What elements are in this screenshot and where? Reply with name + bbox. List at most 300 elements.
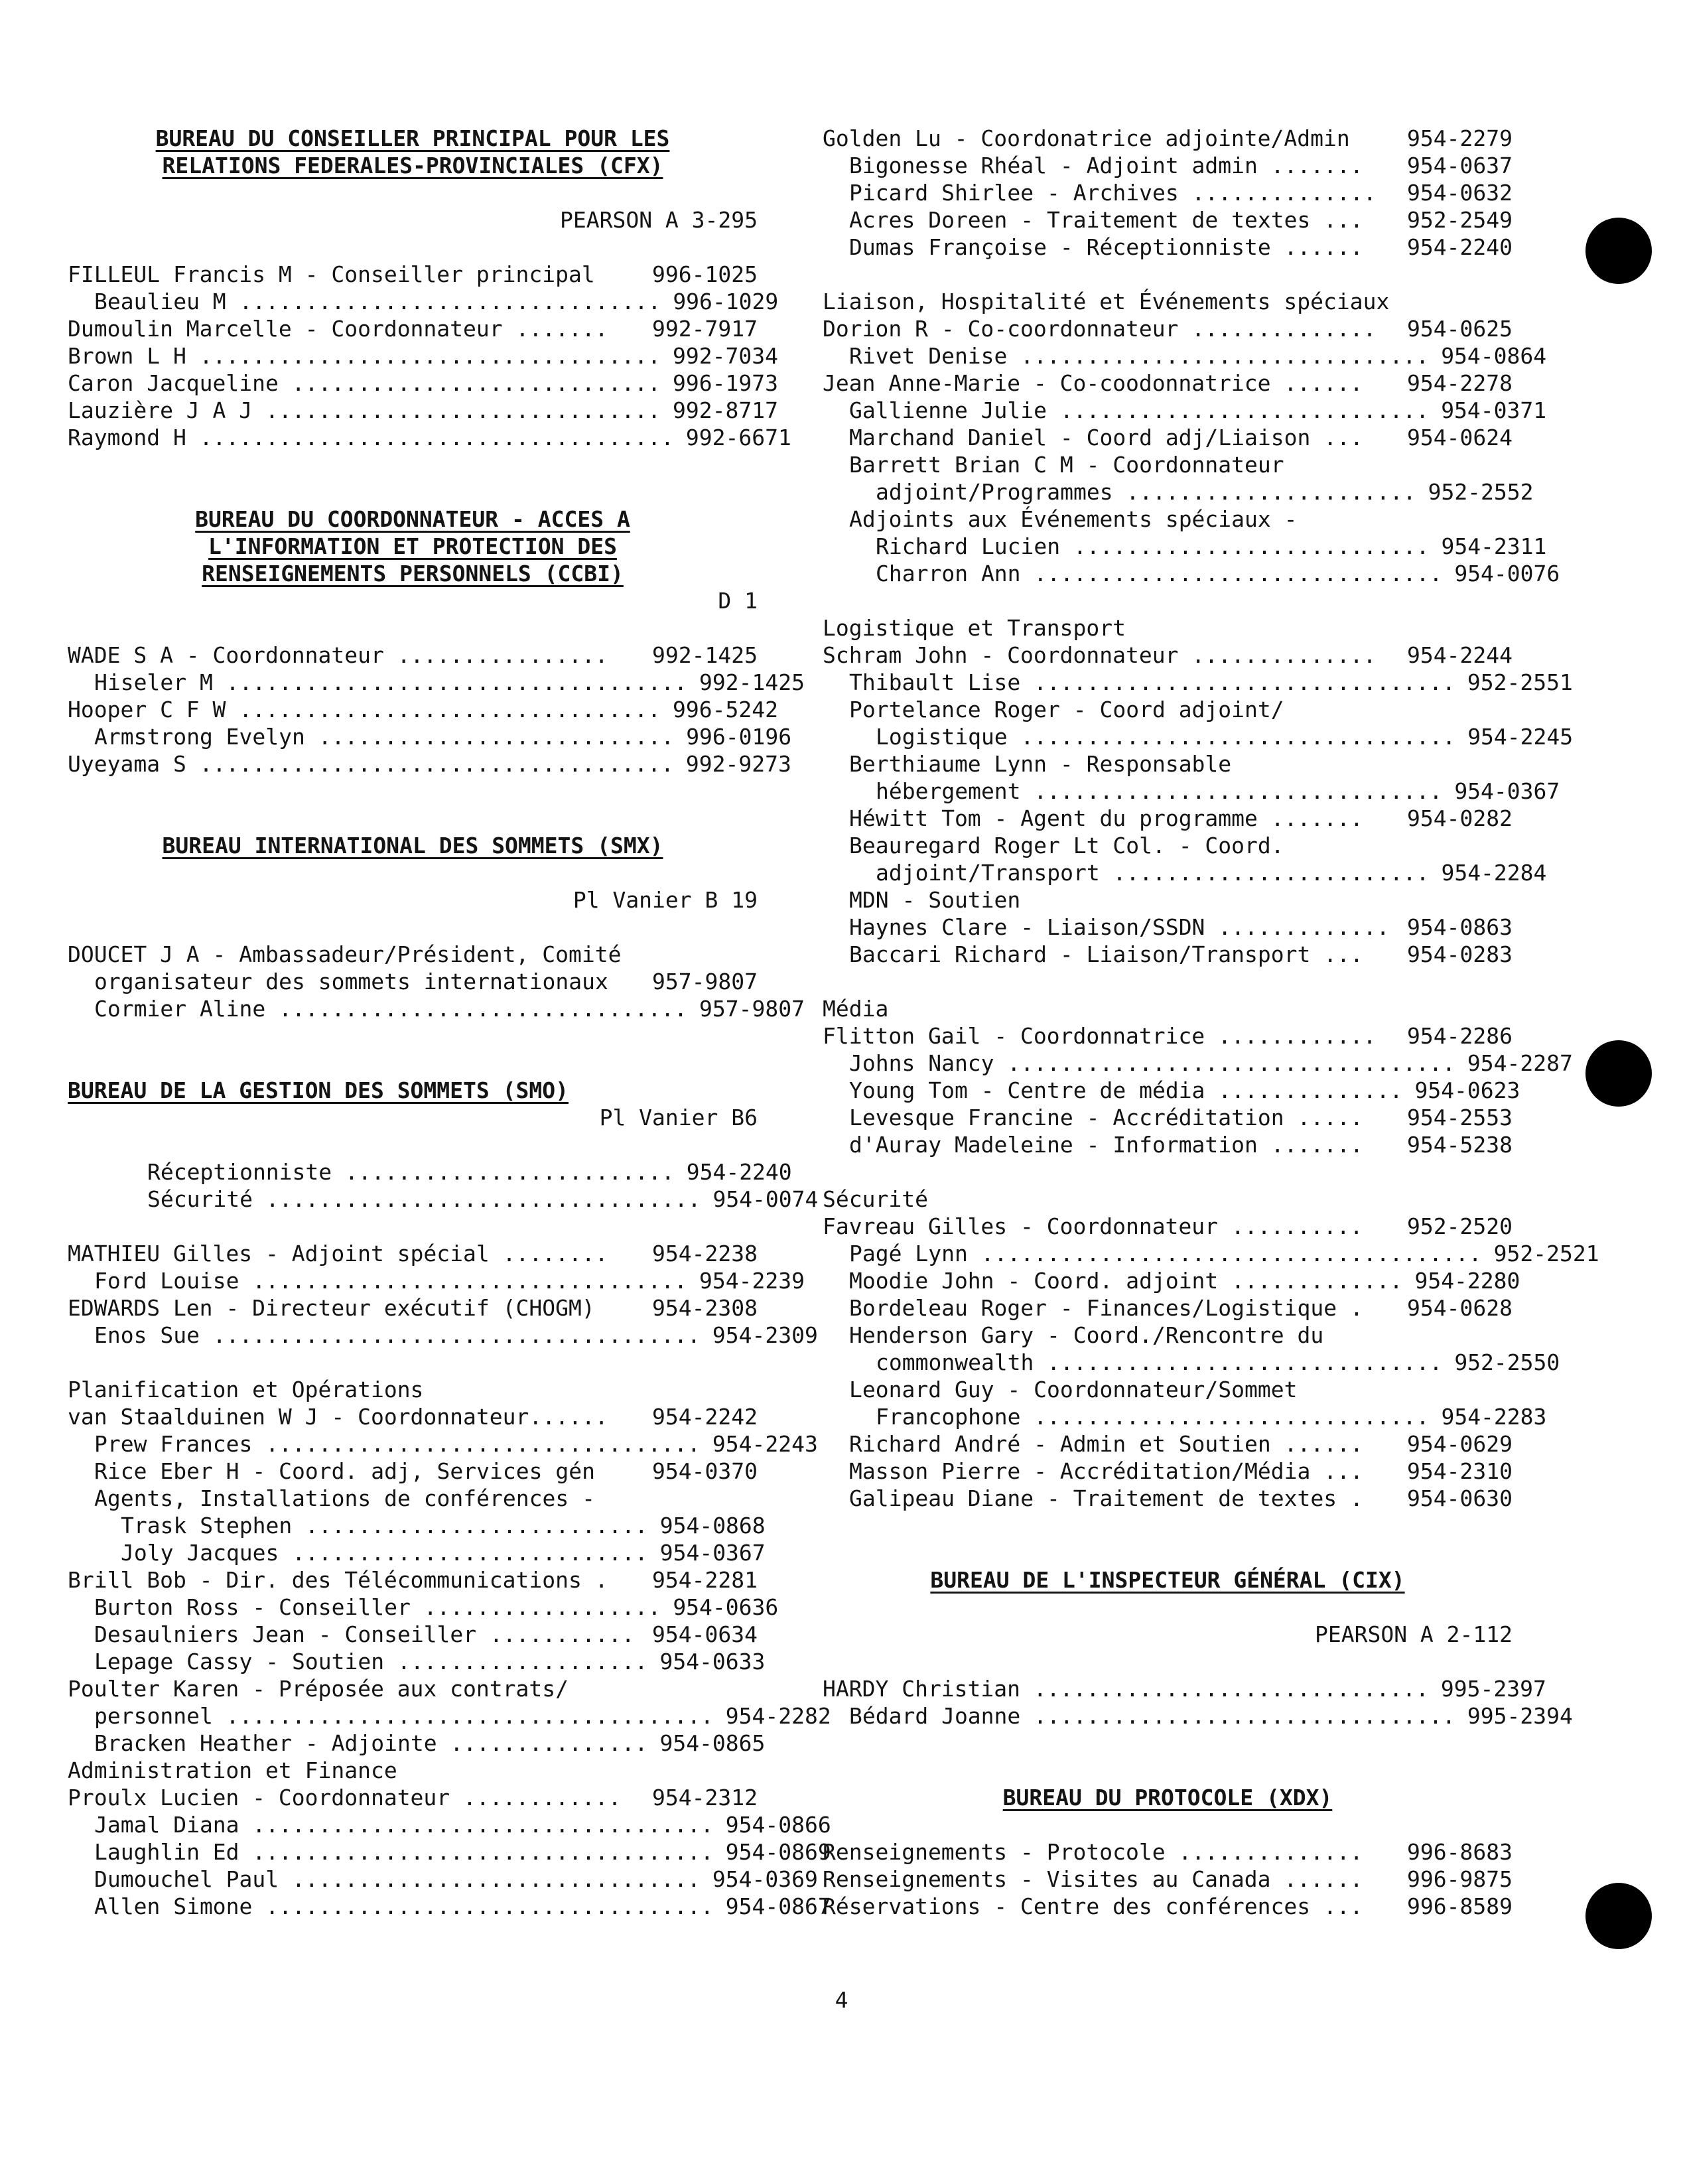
blank-line (823, 1512, 1513, 1539)
entry-name: DOUCET J A - Ambassadeur/Président, Comité (68, 941, 622, 967)
entry-phone: 954-2286 (1407, 1023, 1513, 1049)
blank-line (823, 1730, 1513, 1757)
blank-line (823, 261, 1513, 288)
entry-phone: 957-9807 (699, 996, 805, 1022)
entry-name: Gallienne Julie ............................ (849, 397, 1430, 423)
directory-entry (68, 370, 778, 397)
section-heading-text: BUREAU DE L'INSPECTEUR GÉNÉRAL (CIX) (930, 1567, 1405, 1593)
directory-entry (823, 859, 1547, 886)
entry-name: Desaulniers Jean - Conseiller ........... (94, 1621, 635, 1647)
directory-entry (68, 941, 758, 968)
subsection-label: Logistique et Transport (823, 615, 1126, 641)
right-column (823, 125, 1599, 1920)
entry-phone: 954-2242 (652, 1404, 758, 1430)
blank-line (68, 1213, 758, 1240)
entry-name: Trask Stephen .......................... (121, 1513, 648, 1538)
entry-name: Poulter Karen - Préposée aux contrats/ (68, 1676, 569, 1702)
entry-name: Rivet Denise ............................... (849, 343, 1430, 369)
directory-entry (68, 1838, 831, 1866)
entry-name: Ford Louise ................................. (94, 1268, 688, 1294)
directory-entry (68, 995, 805, 1022)
blank-line (68, 234, 758, 261)
entry-name: Portelance Roger - Coord adjoint/ (849, 697, 1284, 722)
entry-name: Héwitt Tom - Agent du programme ....... (849, 805, 1363, 831)
directory-entry (68, 642, 758, 669)
entry-name: Leonard Guy - Coordonnateur/Sommet (849, 1377, 1298, 1402)
entry-phone: 992-6671 (685, 425, 791, 450)
directory-entry (823, 315, 1513, 342)
entry-phone: 954-0371 (1441, 397, 1547, 423)
directory-entry (823, 451, 1513, 478)
entry-phone: 954-2309 (712, 1322, 818, 1348)
directory-entry (68, 968, 758, 995)
entry-phone: 954-2311 (1441, 533, 1547, 559)
directory-entry (823, 1675, 1546, 1702)
entry-phone: 954-0282 (1407, 805, 1513, 831)
entry-name: Golden Lu - Coordonatrice adjointe/Admin (823, 125, 1350, 151)
punch-hole (1585, 218, 1652, 284)
entry-phone: 954-0865 (659, 1730, 766, 1756)
directory-entry (68, 1403, 758, 1430)
entry-phone: 952-2552 (1428, 479, 1534, 505)
entry-phone: 952-2550 (1454, 1349, 1560, 1375)
entry-phone: 954-0864 (1441, 343, 1547, 369)
blank-line (823, 1594, 1513, 1621)
blank-line (823, 1648, 1513, 1675)
directory-entry (68, 1294, 758, 1322)
section-heading (68, 125, 758, 152)
blank-line (68, 179, 758, 206)
entry-name: organisateur des sommets internationaux (94, 969, 608, 994)
directory-entry (823, 125, 1513, 152)
subsection-label: Administration et Finance (68, 1757, 397, 1783)
directory-entry (68, 1539, 766, 1566)
directory-entry (68, 1784, 758, 1811)
entry-phone: 954-2287 (1467, 1050, 1573, 1076)
entry-name: Dumoulin Marcelle - Coordonnateur ....... (68, 316, 608, 342)
entry-name: hébergement ............................... (876, 778, 1443, 804)
entry-name: Enos Sue ..................................... (94, 1322, 701, 1348)
entry-name: MATHIEU Gilles - Adjoint spécial ........ (68, 1241, 608, 1266)
blank-line (823, 1539, 1513, 1566)
entry-phone: 954-2245 (1467, 724, 1574, 750)
directory-entry (823, 1349, 1560, 1376)
office-location: D 1 (718, 588, 758, 614)
directory-entry (68, 288, 779, 315)
directory-entry (823, 1022, 1513, 1050)
entry-phone: 954-2310 (1407, 1458, 1513, 1484)
entry-phone: 954-0076 (1454, 561, 1560, 586)
section-heading (823, 1784, 1513, 1811)
entry-name: Dumas Françoise - Réceptionniste ...... (849, 234, 1363, 260)
entry-name: Dumouchel Paul ............................... (94, 1866, 701, 1892)
entry-name: Bordeleau Roger - Finances/Logistique . (849, 1295, 1363, 1321)
entry-name: Hiseler M ................................... (94, 669, 688, 695)
blank-line (68, 478, 758, 506)
entry-phone: 952-2549 (1407, 207, 1513, 233)
entry-name: Haynes Clare - Liaison/SSDN ............. (849, 914, 1390, 940)
directory-entry (68, 1322, 818, 1349)
entry-name: Levesque Francine - Accréditation ..... (849, 1105, 1363, 1130)
entry-name: Charron Ann ............................... (876, 561, 1443, 586)
entry-name: Renseignements - Visites au Canada ...... (823, 1866, 1363, 1892)
blank-line (823, 1158, 1513, 1186)
entry-phone: 992-1425 (652, 642, 758, 668)
directory-entry (68, 424, 791, 451)
directory-entry (823, 560, 1560, 587)
directory-entry (823, 179, 1513, 206)
entry-name: Flitton Gail - Coordonnatrice ............ (823, 1023, 1377, 1049)
directory-entry (68, 1158, 792, 1186)
entry-phone: 954-2239 (699, 1268, 805, 1294)
entry-phone: 992-7034 (673, 343, 778, 369)
entry-name: Raymond H .................................... (68, 425, 674, 450)
directory-entry (68, 723, 792, 750)
entry-name: FILLEUL Francis M - Conseiller principal (68, 261, 595, 287)
entry-name: Barrett Brian C M - Coordonnateur (849, 452, 1284, 478)
entry-phone: 992-1425 (699, 669, 805, 695)
entry-phone: 996-8683 (1407, 1839, 1513, 1865)
entry-phone: 954-0367 (1454, 778, 1560, 804)
entry-phone: 954-2282 (725, 1703, 831, 1729)
entry-name: Masson Pierre - Accréditation/Média ... (849, 1458, 1363, 1484)
section-heading (68, 506, 758, 533)
directory-entry (823, 1104, 1513, 1131)
entry-name: Agents, Installations de conférences - (94, 1485, 595, 1511)
punch-hole (1585, 1883, 1652, 1949)
directory-entry (68, 1240, 758, 1267)
directory-entry (823, 1403, 1547, 1430)
entry-phone: 954-0632 (1407, 180, 1513, 206)
blank-line (68, 451, 758, 478)
entry-phone: 992-8717 (673, 397, 778, 423)
directory-entry (823, 832, 1513, 859)
directory-entry (68, 397, 778, 424)
directory-entry (823, 342, 1547, 370)
entry-name: Henderson Gary - Coord./Rencontre du (849, 1322, 1324, 1348)
entry-name: adjoint/Programmes ...................... (876, 479, 1416, 505)
directory-entry (68, 315, 758, 342)
directory-entry (823, 533, 1547, 560)
directory-entry (823, 914, 1513, 941)
directory-entry (68, 1594, 779, 1621)
entry-phone: 952-2520 (1407, 1213, 1513, 1239)
section-heading-text: BUREAU DU COORDONNATEUR - ACCES A (195, 506, 630, 532)
directory-entry (823, 478, 1534, 506)
entry-name: Burton Ross - Conseiller .................. (94, 1594, 661, 1620)
entry-name: commonwealth .............................. (876, 1349, 1443, 1375)
directory-entry (823, 805, 1513, 832)
entry-name: Bédard Joanne ................................ (849, 1703, 1455, 1729)
entry-phone: 954-0869 (725, 1839, 831, 1865)
entry-name: Lepage Cassy - Soutien ................... (94, 1649, 648, 1674)
entry-name: Bigonesse Rhéal - Adjoint admin ....... (849, 153, 1363, 178)
directory-entry (823, 1893, 1513, 1920)
entry-phone: 996-0196 (686, 724, 792, 750)
blank-line (823, 587, 1513, 614)
directory-entry (823, 723, 1574, 750)
directory-entry (823, 370, 1513, 397)
directory-entry (68, 1675, 758, 1702)
directory-entry (68, 750, 791, 778)
entry-name: Brill Bob - Dir. des Télécommunications . (68, 1567, 608, 1593)
subsection-label: Média (823, 996, 889, 1022)
entry-phone: 996-1025 (652, 261, 758, 287)
entry-phone: 996-9875 (1407, 1866, 1513, 1892)
section-heading-text: BUREAU DU CONSEILLER PRINCIPAL POUR LES (155, 125, 670, 151)
directory-entry (823, 1458, 1513, 1485)
entry-name: Favreau Gilles - Coordonnateur .......... (823, 1213, 1363, 1239)
office-location: PEARSON A 3-295 (559, 207, 758, 233)
entry-phone: 954-2312 (652, 1785, 758, 1810)
directory-entry (68, 696, 778, 723)
directory-entry (823, 1485, 1513, 1512)
directory-entry (68, 1430, 818, 1458)
entry-phone: 957-9807 (652, 969, 758, 994)
entry-name: Réceptionniste ......................... (147, 1159, 675, 1185)
directory-entry (823, 1240, 1599, 1267)
entry-name: Bracken Heather - Adjointe ............... (94, 1730, 648, 1756)
entry-phone: 954-2280 (1414, 1268, 1520, 1294)
entry-name: Moodie John - Coord. adjoint ............. (849, 1268, 1403, 1294)
entry-phone: 954-0623 (1414, 1077, 1520, 1103)
directory-entry (823, 1267, 1520, 1294)
section-heading-text: BUREAU DE LA GESTION DES SOMMETS (SMO) (68, 1077, 569, 1103)
entry-phone: 995-2397 (1440, 1676, 1546, 1702)
entry-phone: 954-2238 (652, 1241, 758, 1266)
entry-phone: 954-2244 (1407, 642, 1513, 668)
entry-name: Prew Frances ................................. (94, 1431, 701, 1457)
entry-name: Thibault Lise ................................ (849, 669, 1455, 695)
section-heading-text: BUREAU DU PROTOCOLE (XDX) (1002, 1785, 1333, 1810)
entry-phone: 954-0866 (725, 1812, 831, 1838)
blank-line (68, 805, 758, 832)
section-heading (68, 560, 758, 587)
entry-name: Jamal Diana ................................... (94, 1812, 714, 1838)
entry-name: Schram John - Coordonnateur .............. (823, 642, 1377, 668)
entry-phone: 996-5242 (673, 697, 778, 722)
directory-entry (823, 397, 1547, 424)
entry-phone: 954-0868 (659, 1513, 766, 1538)
blank-line (68, 859, 758, 886)
entry-phone: 992-7917 (652, 316, 758, 342)
directory-entry (823, 152, 1513, 179)
entry-phone: 954-0867 (725, 1893, 831, 1919)
entry-name: Lauzière J A J .............................. (68, 397, 661, 423)
entry-name: Brown L H ................................... (68, 343, 661, 369)
section-heading-text: RENSEIGNEMENTS PERSONNELS (CCBI) (202, 561, 624, 586)
entry-name: Logistique ................................. (876, 724, 1456, 750)
entry-phone: 995-2394 (1467, 1703, 1573, 1729)
blank-line (823, 968, 1513, 995)
entry-phone: 954-0634 (652, 1621, 758, 1647)
directory-entry (68, 1702, 831, 1730)
entry-name: Allen Simone .................................. (94, 1893, 714, 1919)
entry-name: Jean Anne-Marie - Co-coodonnatrice ...... (823, 370, 1363, 396)
entry-phone: 954-2240 (1407, 234, 1513, 260)
blank-line (68, 1050, 758, 1077)
directory-entry (823, 642, 1513, 669)
entry-name: Proulx Lucien - Coordonnateur ............ (68, 1785, 622, 1810)
blank-line (68, 1349, 758, 1376)
entry-name: Sécurité ................................. (147, 1186, 701, 1212)
punch-hole (1585, 1040, 1652, 1107)
section-heading (68, 832, 758, 859)
entry-name: adjoint/Transport ........................ (876, 860, 1430, 886)
entry-name: Young Tom - Centre de média .............. (849, 1077, 1403, 1103)
directory-entry (68, 1648, 766, 1675)
subsection-label: Liaison, Hospitalité et Événements spéciaux (823, 289, 1390, 314)
blank-line (823, 1811, 1513, 1838)
blank-line (68, 1022, 758, 1050)
directory-entry (68, 1485, 758, 1512)
page-number: 4 (835, 1987, 848, 2013)
directory-entry (823, 1702, 1573, 1730)
directory-entry (823, 506, 1513, 533)
directory-entry (823, 234, 1513, 261)
directory-entry (823, 1866, 1513, 1893)
entry-phone: 954-0636 (673, 1594, 779, 1620)
entry-phone: 954-0624 (1407, 425, 1513, 450)
section-heading (68, 533, 758, 560)
directory-entry (68, 261, 758, 288)
directory-entry (68, 342, 778, 370)
entry-phone: 954-0863 (1407, 914, 1513, 940)
directory-entry (823, 1213, 1513, 1240)
entry-phone: 996-1973 (673, 370, 778, 396)
entry-name: Renseignements - Protocole .............. (823, 1839, 1363, 1865)
blank-line (68, 778, 758, 805)
section-heading (68, 152, 758, 179)
entry-phone: 954-0629 (1407, 1431, 1513, 1457)
entry-phone: 996-1029 (673, 289, 779, 314)
directory-entry (68, 1512, 766, 1539)
entry-name: d'Auray Madeleine - Information ....... (849, 1132, 1363, 1158)
entry-phone: 952-2551 (1467, 669, 1573, 695)
entry-name: Armstrong Evelyn ........................... (94, 724, 675, 750)
directory-entry (823, 1294, 1513, 1322)
entry-name: HARDY Christian .............................. (823, 1676, 1429, 1702)
directory-entry (68, 1811, 831, 1838)
section-heading-text: BUREAU INTERNATIONAL DES SOMMETS (SMX) (162, 833, 663, 858)
entry-name: MDN - Soutien (849, 887, 1021, 913)
entry-name: Dorion R - Co-coordonnateur .............. (823, 316, 1377, 342)
entry-name: WADE S A - Coordonnateur ................ (68, 642, 608, 668)
entry-name: Galipeau Diane - Traitement de textes . (849, 1485, 1363, 1511)
directory-entry (823, 1430, 1513, 1458)
office-location: Pl Vanier B6 (599, 1105, 758, 1130)
entry-phone: 954-0637 (1407, 153, 1513, 178)
entry-phone: 954-2553 (1407, 1105, 1513, 1130)
directory-entry (823, 1376, 1513, 1403)
entry-name: Hooper C F W ................................ (68, 697, 661, 722)
entry-name: Berthiaume Lynn - Responsable (849, 751, 1232, 777)
entry-name: Baccari Richard - Liaison/Transport ... (849, 941, 1363, 967)
entry-name: Picard Shirlee - Archives .............. (849, 180, 1377, 206)
section-heading-text: L'INFORMATION ET PROTECTION DES (208, 533, 617, 559)
entry-name: van Staalduinen W J - Coordonnateur...... (68, 1404, 608, 1430)
entry-name: Adjoints aux Événements spéciaux - (849, 506, 1298, 532)
directory-entry (823, 696, 1513, 723)
directory-entry (823, 886, 1513, 914)
directory-entry (68, 669, 805, 696)
subsection-label: Planification et Opérations (68, 1377, 424, 1402)
entry-phone: 954-0630 (1407, 1485, 1513, 1511)
section-heading (68, 1077, 758, 1104)
office-location: Pl Vanier B 19 (572, 887, 758, 913)
entry-name: Laughlin Ed ................................... (94, 1839, 714, 1865)
entry-phone: 954-0074 (712, 1186, 819, 1212)
directory-entry (823, 778, 1560, 805)
entry-name: EDWARDS Len - Directeur exécutif (CHOGM) (68, 1295, 595, 1321)
entry-phone: 954-0628 (1407, 1295, 1513, 1321)
entry-name: Richard Lucien ........................... (876, 533, 1430, 559)
directory-entry (823, 206, 1513, 234)
entry-name: Cormier Aline ............................... (94, 996, 688, 1022)
entry-phone: 954-0370 (652, 1458, 758, 1484)
entry-name: Pagé Lynn ...................................... (849, 1241, 1482, 1266)
blank-line (823, 1757, 1513, 1784)
entry-phone: 954-0633 (659, 1649, 766, 1674)
entry-name: Joly Jacques ........................... (121, 1540, 648, 1566)
directory-entry (68, 1893, 831, 1920)
entry-name: Acres Doreen - Traitement de textes ... (849, 207, 1363, 233)
entry-name: Beauregard Roger Lt Col. - Coord. (849, 833, 1284, 858)
entry-phone: 954-2283 (1441, 1404, 1547, 1430)
directory-entry (823, 1077, 1520, 1104)
subsection-label: Sécurité (823, 1186, 928, 1212)
entry-name: Richard André - Admin et Soutien ...... (849, 1431, 1363, 1457)
directory-entry (68, 1730, 766, 1757)
office-location: PEARSON A 2-112 (1314, 1621, 1513, 1647)
directory-entry (68, 1621, 758, 1648)
entry-phone: 954-2240 (686, 1159, 792, 1185)
blank-line (68, 614, 758, 642)
directory-entry (823, 424, 1513, 451)
entry-phone: 954-0283 (1407, 941, 1513, 967)
directory-entry (823, 1050, 1573, 1077)
section-heading (823, 1566, 1513, 1594)
directory-entry (823, 1131, 1513, 1158)
entry-phone: 954-2281 (652, 1567, 758, 1593)
entry-phone: 954-2243 (712, 1431, 818, 1457)
entry-name: Réservations - Centre des conférences ... (823, 1893, 1363, 1919)
directory-entry (823, 1322, 1513, 1349)
blank-line (68, 1131, 758, 1158)
entry-name: Johns Nancy .................................. (849, 1050, 1455, 1076)
entry-phone: 952-2521 (1493, 1241, 1599, 1266)
section-heading-text: RELATIONS FEDERALES-PROVINCIALES (CFX) (162, 153, 663, 178)
entry-phone: 954-0367 (659, 1540, 766, 1566)
entry-phone: 996-8589 (1407, 1893, 1513, 1919)
directory-entry (823, 941, 1513, 968)
entry-name: Francophone .............................. (876, 1404, 1430, 1430)
directory-entry (823, 669, 1573, 696)
entry-phone: 954-0625 (1407, 316, 1513, 342)
directory-entry (68, 1866, 818, 1893)
entry-name: Caron Jacqueline ............................ (68, 370, 661, 396)
blank-line (68, 914, 758, 941)
entry-name: Uyeyama S .................................... (68, 751, 674, 777)
entry-phone: 954-2279 (1407, 125, 1513, 151)
entry-phone: 954-2308 (652, 1295, 758, 1321)
entry-phone: 954-2278 (1407, 370, 1513, 396)
directory-entry (823, 1838, 1513, 1866)
entry-name: Rice Eber H - Coord. adj, Services gén (94, 1458, 595, 1484)
entry-phone: 954-0369 (712, 1866, 818, 1892)
entry-name: personnel ..................................... (94, 1703, 714, 1729)
entry-phone: 992-9273 (685, 751, 791, 777)
